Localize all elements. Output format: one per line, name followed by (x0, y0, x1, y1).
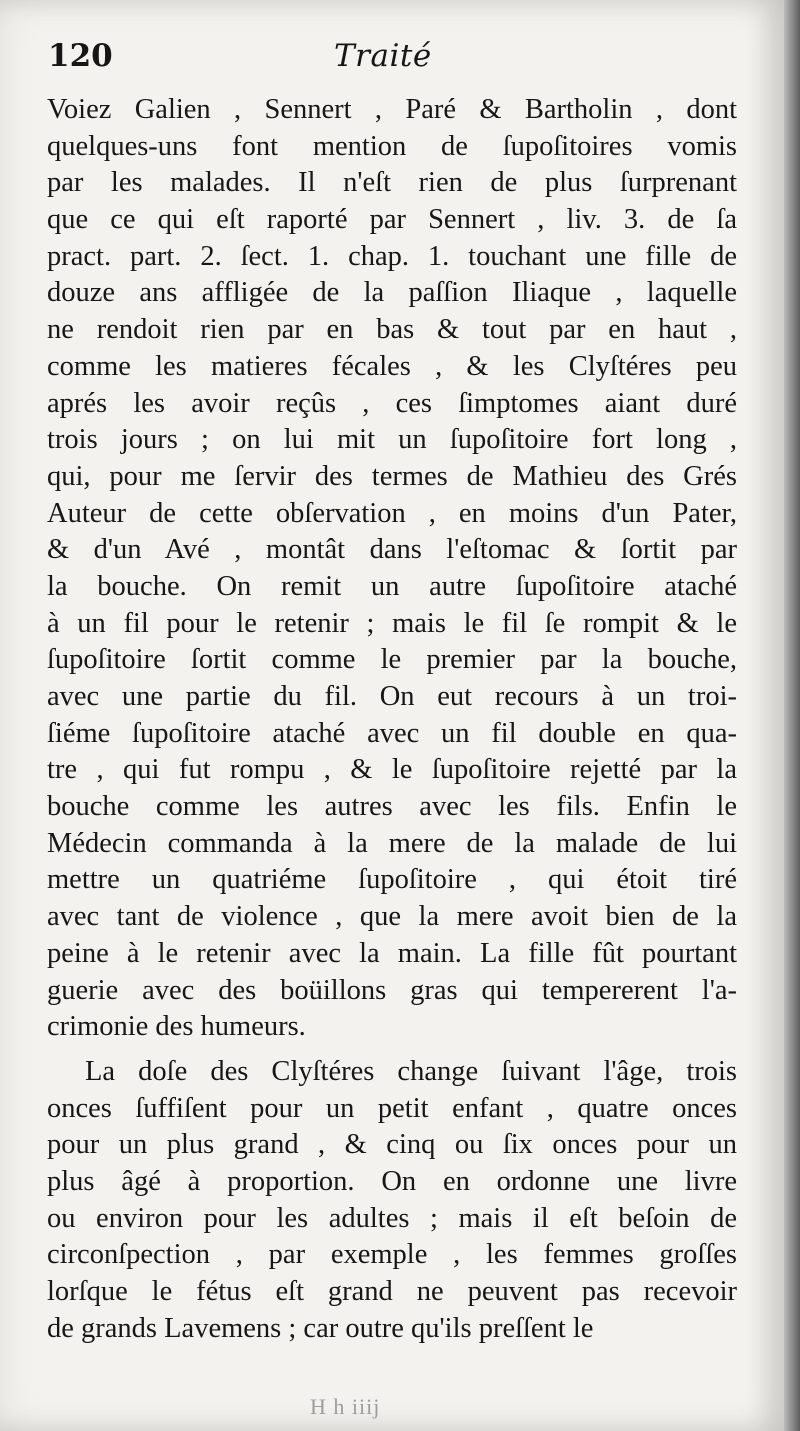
running-title: Traité (334, 38, 432, 74)
text-line: guerie avec des boüillons gras qui tempererent l'a- (47, 974, 737, 1006)
text-line: pour un plus grand , & cinq ou ſix onces pour un (47, 1129, 737, 1161)
text-line: tre , qui fut rompu , & le ſupoſitoire rejetté par la (47, 754, 737, 786)
paragraph-gap (47, 1046, 737, 1054)
text-line: pract. part. 2. ſect. 1. chap. 1. touchant une fille de (47, 240, 737, 272)
page-edge-shadow (784, 0, 800, 1431)
text-line: par les malades. Il n'eſt rien de plus ſurprenant (47, 167, 737, 199)
text-line: ſupoſitoire ſortit comme le premier par la bouche, (47, 644, 737, 676)
body-text (47, 92, 737, 1347)
text-line: La doſe des Clyſtéres change ſuivant l'âge, trois (85, 1055, 737, 1087)
text-line: mettre un quatriéme ſupoſitoire , qui étoit tiré (47, 864, 737, 896)
page-number: 120 (48, 38, 113, 74)
text-line: Auteur de cette obſervation , en moins d'un Pater, (47, 497, 737, 529)
text-line: comme les matieres fécales , & les Clyſtéres peu (47, 350, 737, 382)
page-header (48, 38, 738, 90)
text-line: à un fil pour le retenir ; mais le fil ſe rompit & le (47, 607, 737, 639)
paragraph (47, 1054, 737, 1348)
text-line: avec tant de violence , que la mere avoit bien de la (47, 901, 737, 933)
text-line: Médecin commanda à la mere de la malade de lui (47, 827, 737, 859)
text-line: onces ſuffiſent pour un petit enfant , quatre onces (47, 1092, 737, 1124)
text-line: peine à le retenir avec la main. La fille fût pourtant (47, 937, 737, 969)
text-line: de grands Lavemens ; car outre qu'ils preſſent le (47, 1312, 594, 1344)
text-line: qui, pour me ſervir des termes de Mathieu des Grés (47, 460, 737, 492)
text-line: avec une partie du fil. On eut recours à un troi- (47, 681, 737, 712)
paragraph (47, 92, 737, 1046)
text-line: trois jours ; on lui mit un ſupoſitoire fort long , (47, 424, 737, 456)
signature-mark: H h iiij (310, 1394, 381, 1419)
text-line: que ce qui eſt raporté par Sennert , liv. 3. de ſa (47, 204, 737, 236)
text-line: bouche comme les autres avec les fils. Enfin le (47, 791, 737, 823)
text-line: quelques-uns font mention de ſupoſitoires vomis (47, 130, 737, 162)
text-line: la bouche. On remit un autre ſupoſitoire ataché (47, 570, 737, 602)
text-line: douze ans affligée de la paſſion Iliaque , laquelle (47, 277, 737, 309)
text-line: ne rendoit rien par en bas & tout par en haut , (47, 314, 737, 346)
text-line: lorſque le fétus eſt grand ne peuvent pas recevoir (47, 1276, 737, 1307)
text-line: & d'un Avé , montât dans l'eſtomac & ſortit par (47, 534, 737, 566)
text-line: aprés les avoir reçûs , ces ſimptomes aiant duré (47, 387, 737, 419)
text-line: plus âgé à proportion. On en ordonne une livre (47, 1165, 737, 1197)
text-line: circonſpection , par exemple , les femmes groſſes (47, 1239, 737, 1271)
text-line: crimonie des humeurs. (47, 1011, 306, 1043)
text-line: ſiéme ſupoſitoire ataché avec un fil double en qua- (47, 717, 737, 749)
text-line: ou environ pour les adultes ; mais il eſt beſoin de (47, 1202, 737, 1234)
text-line: Voiez Galien , Sennert , Paré & Bartholin , dont (47, 94, 737, 125)
